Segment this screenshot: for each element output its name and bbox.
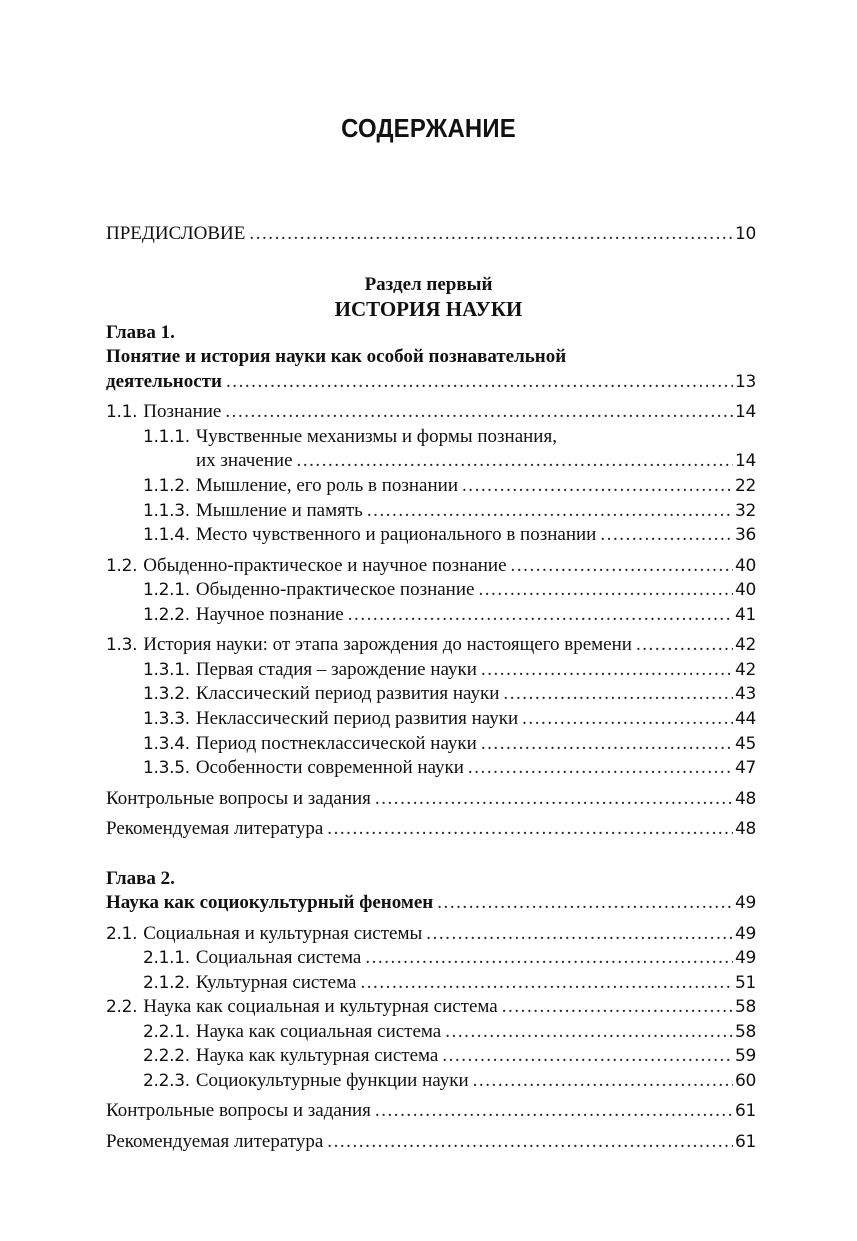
toc-entry-text: Особенности современной науки [195,757,464,778]
toc-entry-text: деятельности [106,371,222,392]
toc-entry-number: 1.2. [106,556,138,576]
section-title: ИСТОРИЯ НАУКИ [334,297,523,321]
toc-entry-2-2-3[interactable] [143,1068,756,1094]
toc-entry-1-1-3[interactable] [143,498,756,524]
leader-dots [375,786,733,812]
toc-entry-number: 2.1. [106,924,138,944]
toc-entry-number: 1.1.4. [143,525,190,545]
leader-dots [468,755,733,781]
toc-page-number: 40 [734,580,756,600]
toc-entry-text: Место чувственного и рационального в познании [195,524,597,545]
toc-entry-text: ПРЕДИСЛОВИЕ [106,223,246,244]
leader-dots [348,602,733,628]
leader-dots [327,816,733,842]
toc-entry-text: Чувственные механизмы и формы познания, [195,426,557,447]
toc-page-number: 42 [734,635,756,655]
toc-entry-ch2-questions[interactable] [106,1098,756,1124]
toc-entry-2-1-1[interactable] [143,945,756,971]
toc-entry-ch2-literature[interactable] [106,1129,756,1155]
toc-entry-number: 1.1.3. [143,501,190,521]
toc-page-number: 22 [734,476,756,496]
toc-entry-text: Обыденно-практическое познание [195,579,475,600]
page-title: СОДЕРЖАНИЕ [341,113,516,143]
toc-entry-text: Наука как культурная система [195,1045,439,1066]
leader-dots [249,221,733,247]
leader-dots [481,657,733,683]
toc-page-number: 45 [734,734,756,754]
leader-dots [636,632,733,658]
toc-entry-text: Культурная система [195,972,357,993]
leader-dots [502,994,733,1020]
toc-page-number: 59 [734,1046,756,1066]
toc-entry-2-2-2[interactable] [143,1043,756,1069]
toc-entry-1-3-3[interactable] [143,706,756,732]
leader-dots [478,577,733,603]
toc-entry-1-3-2[interactable] [143,681,756,707]
toc-entry-text: Обыденно-практическое и научное познание [143,555,507,576]
toc-entry-chapter-2[interactable] [106,890,756,916]
toc-entry-number: 2.1.1. [143,948,190,968]
toc-page-number: 14 [734,402,756,422]
toc-page-number: 40 [734,556,756,576]
toc-entry-1-2-1[interactable] [143,577,756,603]
leader-dots [226,369,733,395]
toc-entry-1-1-1[interactable] [143,424,756,450]
toc-page-number: 61 [734,1132,756,1152]
leader-dots [360,970,733,996]
toc-entry-text: Наука как социокультурный феномен [106,892,434,913]
leader-dots [503,681,733,707]
toc-page-number: 43 [734,684,756,704]
toc-entry-number: 2.2.1. [143,1022,190,1042]
toc-entry-number: 1.3.4. [143,734,190,754]
chapter-2-label: Глава 2. [106,868,175,889]
toc-entry-number: 2.2.3. [143,1071,190,1091]
toc-page-number: 47 [734,758,756,778]
leader-dots [375,1098,733,1124]
toc-entry-2-1-2[interactable] [143,970,756,996]
toc-entry-text: Социальная и культурная системы [143,923,423,944]
leader-dots [481,731,733,757]
toc-page-number: 32 [734,501,756,521]
leader-dots [437,890,733,916]
leader-dots [365,945,733,971]
toc-entry-1-1-4[interactable] [143,522,756,548]
toc-entry-text: История науки: от этапа зарождения до настоящего времени [143,634,632,655]
toc-entry-number: 1.1. [106,402,138,422]
toc-page-number: 48 [734,819,756,839]
toc-page-number: 13 [734,372,756,392]
toc-entry-1-3[interactable] [106,632,756,658]
toc-entry-number: 2.2. [106,997,138,1017]
toc-entry-text: Наука как социальная система [195,1021,442,1042]
toc-entry-text: Классический период развития науки [195,683,500,704]
leader-dots [297,448,733,474]
toc-entry-text: Рекомендуемая литература [106,818,324,839]
toc-entry-text: Мышление, его роль в познании [195,475,458,496]
toc-page-number: 49 [734,893,756,913]
chapter-1-label: Глава 1. [106,322,175,343]
toc-entry-1-3-1[interactable] [143,657,756,683]
toc-page-number: 44 [734,709,756,729]
leader-dots [473,1068,733,1094]
toc-entry-ch1-questions[interactable] [106,786,756,812]
toc-entry-preface[interactable] [106,221,756,247]
leader-dots [511,553,733,579]
toc-page-number: 14 [734,451,756,471]
toc-entry-text: Наука как социальная и культурная система [143,996,498,1017]
leader-dots [600,522,733,548]
section-label: Раздел первый [364,274,493,295]
leader-dots [445,1019,733,1045]
toc-entry-text: Контрольные вопросы и задания [106,788,371,809]
leader-dots [426,921,733,947]
toc-entry-number: 1.1.1. [143,427,190,447]
leader-dots [442,1043,733,1069]
toc-page-number: 10 [734,224,756,244]
toc-page-number: 36 [734,525,756,545]
toc-entry-number: 1.2.1. [143,580,190,600]
chapter-1-title-line1: Понятие и история науки как особой познавательной [106,346,567,367]
toc-entry-text: Рекомендуемая литература [106,1131,324,1152]
leader-dots [225,399,733,425]
toc-entry-1-3-5[interactable] [143,755,756,781]
toc-page-number: 49 [734,924,756,944]
toc-entry-ch1-literature[interactable] [106,816,756,842]
toc-entry-number: 1.3.3. [143,709,190,729]
toc-entry-1-2-2[interactable] [143,602,756,628]
toc-entry-1-3-4[interactable] [143,731,756,757]
leader-dots [462,473,733,499]
toc-entry-number: 1.2.2. [143,605,190,625]
toc-entry-1-1[interactable] [106,399,756,425]
toc-page-number: 58 [734,1022,756,1042]
toc-page-number: 42 [734,660,756,680]
toc-page-number: 51 [734,973,756,993]
toc-entry-text: Неклассический период развития науки [195,708,519,729]
toc-page-number: 48 [734,789,756,809]
toc-entry-number: 1.1.2. [143,476,190,496]
leader-dots [327,1129,733,1155]
toc-entry-1-1-1-cont[interactable] [196,448,756,474]
toc-page-number: 49 [734,948,756,968]
toc-entry-1-2[interactable] [106,553,756,579]
toc-entry-number: 1.3.2. [143,684,190,704]
toc-entry-1-1-2[interactable] [143,473,756,499]
toc-page-number: 61 [734,1101,756,1121]
toc-entry-2-2[interactable] [106,994,756,1020]
toc-page-number: 41 [734,605,756,625]
toc-entry-number: 1.3.5. [143,758,190,778]
toc-entry-text: Познание [143,401,222,422]
toc-entry-number: 1.3.1. [143,660,190,680]
toc-entry-text: Социальная система [195,947,362,968]
toc-entry-text: Первая стадия – зарождение науки [195,659,477,680]
toc-entry-number: 1.3. [106,635,138,655]
toc-entry-2-1[interactable] [106,921,756,947]
toc-entry-chapter-1[interactable] [106,369,756,395]
toc-entry-text: их значение [196,450,293,471]
toc-entry-2-2-1[interactable] [143,1019,756,1045]
toc-entry-text: Научное познание [195,604,344,625]
toc-page-number: 58 [734,997,756,1017]
leader-dots [367,498,733,524]
toc-entry-text: Период постнеклассической науки [195,733,477,754]
toc-entry-text: Контрольные вопросы и задания [106,1100,371,1121]
toc-entry-text: Мышление и память [195,500,363,521]
leader-dots [522,706,733,732]
toc-entry-text: Социокультурные функции науки [195,1070,469,1091]
toc-entry-number: 2.1.2. [143,973,190,993]
toc-page-number: 60 [734,1071,756,1091]
toc-entry-number: 2.2.2. [143,1046,190,1066]
